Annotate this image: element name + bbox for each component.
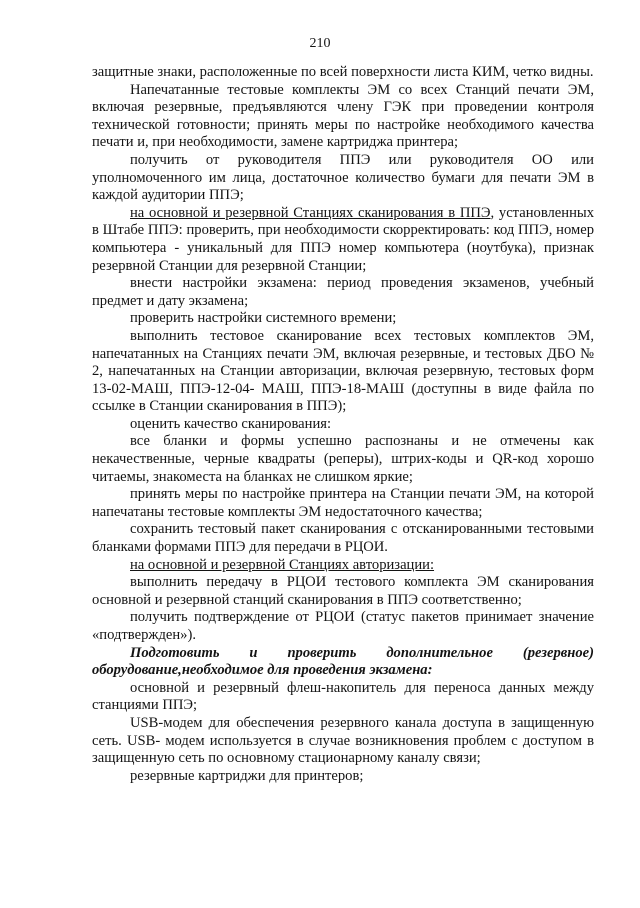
paragraph: основной и резервный флеш-накопитель для переноса данных между станциями ППЭ;	[92, 679, 594, 714]
page-number: 210	[309, 36, 331, 51]
paragraph: выполнить тестовое сканирование всех тестовых комплектов ЭМ, напечатанных на Станциях печати ЭМ, включая резервные, и тестовых ДБО № 2, напечатанных на Станции авторизации, включая резервную, тестовых форм 13-02-МАШ, ППЭ-12-04- МАШ, ППЭ-18-МАШ (доступны в виде файла по ссылке в Станции сканирования в ППЭ);	[92, 327, 594, 415]
paragraph: получить от руководителя ППЭ или руководителя ОО или уполномоченного им лица, достаточное количество бумаги для печати ЭМ в каждой аудитории ППЭ;	[92, 151, 594, 204]
document-body	[92, 64, 594, 785]
paragraph: на основной и резервной Станциях сканирования в ППЭ, установленных в Штабе ППЭ: проверить, при необходимости скорректировать: код ППЭ, номер компьютера - уникальный для ППЭ номер компьютера (ноутбука), признак резервной Станции для резервной Станции;	[92, 204, 594, 274]
paragraph: сохранить тестовый пакет сканирования с отсканированными тестовыми бланками формами ППЭ для передачи в РЦОИ.	[92, 521, 594, 556]
paragraph: оценить качество сканирования:	[130, 415, 332, 432]
paragraph: USB-модем для обеспечения резервного канала доступа в защищенную сеть. USB- модем используется в случае возникновения проблем с доступом в защищенную сеть по основному стационарному каналу связи;	[92, 714, 594, 767]
paragraph: защитные знаки, расположенные по всей поверхности листа КИМ, четко видны.	[92, 64, 594, 80]
paragraph: все бланки и формы успешно распознаны и не отмечены как некачественные, черные квадраты (реперы), штрих-коды и QR-код хорошо читаемы, знакоместа на бланках не слишком яркие;	[92, 433, 594, 485]
paragraph: Подготовить и проверить дополнительное (резервное) оборудование,необходимое для проведения экзамена:	[92, 644, 594, 679]
paragraph: Напечатанные тестовые комплекты ЭМ со всех Станций печати ЭМ, включая резервные, предъявляются члену ГЭК при проведении контроля технической готовности; принять меры по настройке необходимого качества печати и, при необходимости, замене картриджа принтера;	[92, 81, 594, 151]
underlined-heading: на основной и резервной Станциях сканирования в ППЭ	[130, 204, 491, 221]
paragraph: выполнить передачу в РЦОИ тестового комплекта ЭМ сканирования основной и резервной станций сканирования в ППЭ соответственно;	[92, 574, 594, 608]
paragraph: на основной и резервной Станциях авторизации:	[130, 556, 435, 573]
paragraph: проверить настройки системного времени;	[130, 310, 397, 327]
paragraph: резервные картриджи для принтеров;	[130, 767, 364, 784]
paragraph: получить подтверждение от РЦОИ (статус пакетов принимает значение «подтвержден»).	[92, 609, 594, 643]
paragraph: внести настройки экзамена: период проведения экзаменов, учебный предмет и дату экзамена;	[92, 275, 594, 309]
paragraph: принять меры по настройке принтера на Станции печати ЭМ, на которой напечатаны тестовые комплекты ЭМ недостаточного качества;	[92, 486, 594, 520]
